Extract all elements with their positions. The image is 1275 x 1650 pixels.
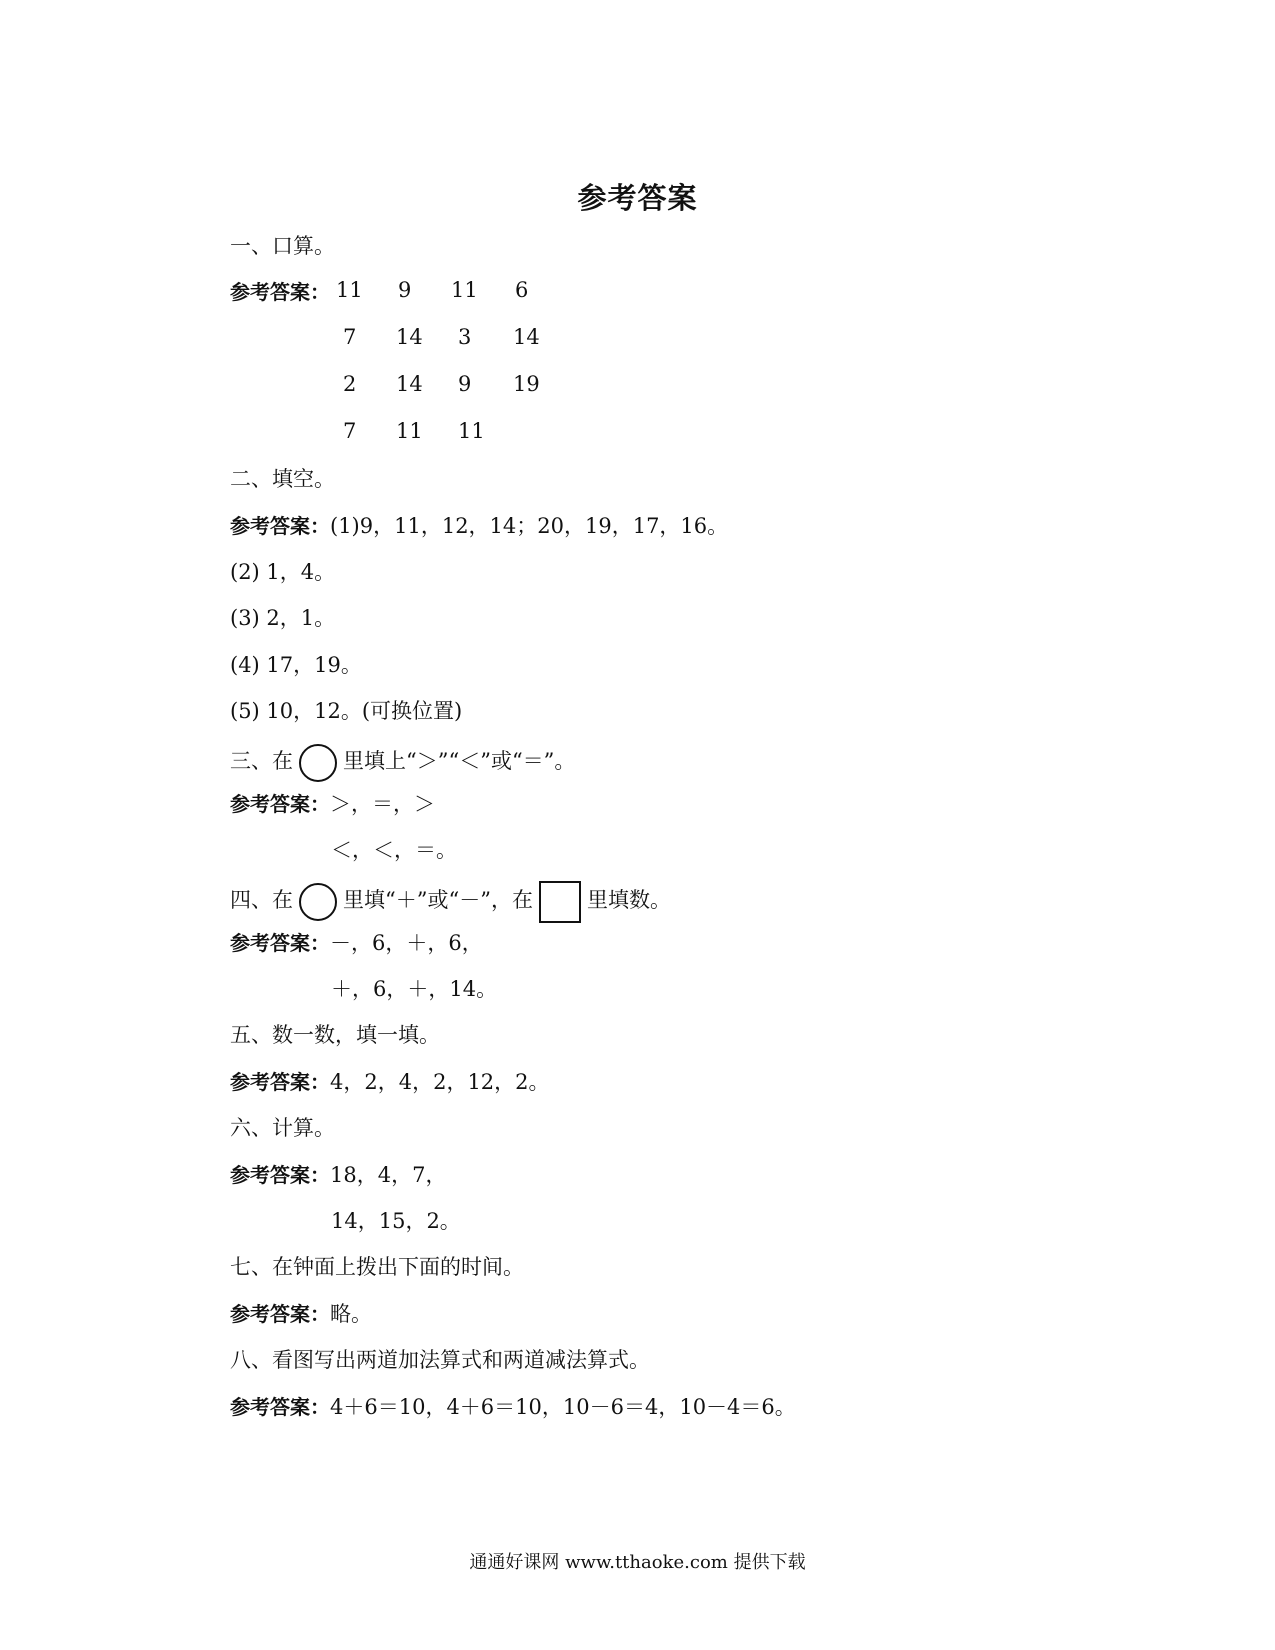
section-2-heading: 二、填空。 (230, 467, 335, 491)
section-2-answer-5: (5) 10，12。(可换位置) (230, 699, 463, 723)
section-4-heading: 四、在 里填“＋”或“－”，在 里填数。 (230, 879, 671, 923)
section-3-heading: 三、在 里填上“＞”“＜”或“＝”。 (230, 740, 575, 782)
section-5-heading: 五、数一数，填一填。 (230, 1023, 440, 1047)
section-8-heading: 八、看图写出两道加法算式和两道减法算式。 (230, 1348, 650, 1372)
section-8-answer: 参考答案：4＋6＝10，4＋6＝10，10－6＝4，10－4＝6。 (230, 1395, 796, 1419)
section-6-heading: 六、计算。 (230, 1116, 335, 1140)
section-5-answer: 参考答案：4，2，4，2，12，2。 (230, 1070, 550, 1094)
section-3-answer-2: ＜，＜，＝。 (331, 838, 457, 862)
section-6-answer-2: 14，15，2。 (331, 1209, 461, 1233)
answer-cell: 2 (343, 372, 357, 396)
circle-blank-icon (299, 744, 337, 782)
section-1-answer-label: 参考答案： (230, 280, 330, 304)
answer-cell: 3 (458, 325, 472, 349)
section-7-answer: 参考答案：略。 (230, 1302, 372, 1326)
answer-cell: 11 (451, 278, 478, 302)
answer-cell: 11 (336, 278, 363, 302)
answer-cell: 9 (458, 372, 472, 396)
section-4-answer-1: 参考答案：－，6，＋，6， (230, 931, 483, 955)
section-6-answer-1: 参考答案：18，4，7， (230, 1163, 447, 1187)
square-blank-icon (539, 881, 581, 923)
section-2-answer-4: (4) 17，19。 (230, 653, 362, 677)
circle-blank-icon (299, 883, 337, 921)
answer-cell: 14 (513, 325, 540, 349)
answer-cell: 6 (515, 278, 529, 302)
answer-cell: 14 (396, 325, 423, 349)
footer-text: 通通好课网 www.tthaoke.com 提供下载 (469, 1552, 806, 1573)
section-2-answer-2: (2) 1，4。 (230, 560, 336, 584)
section-3-answer-1: 参考答案：＞，＝，＞ (230, 792, 435, 816)
section-1-heading: 一、口算。 (230, 234, 335, 258)
answer-cell: 7 (343, 325, 357, 349)
answer-cell: 14 (396, 372, 423, 396)
page-title: 参考答案 (577, 181, 698, 215)
section-7-heading: 七、在钟面上拨出下面的时间。 (230, 1255, 524, 1279)
answer-cell: 19 (513, 372, 540, 396)
section-2-answer-1: 参考答案：(1)9，11，12，14；20，19，17，16。 (230, 514, 729, 538)
section-2-answer-3: (3) 2，1。 (230, 606, 336, 630)
answer-cell: 11 (458, 419, 485, 443)
section-4-answer-2: ＋，6，＋，14。 (331, 977, 498, 1001)
answer-cell: 11 (396, 419, 423, 443)
answer-cell: 7 (343, 419, 357, 443)
answer-cell: 9 (398, 278, 412, 302)
